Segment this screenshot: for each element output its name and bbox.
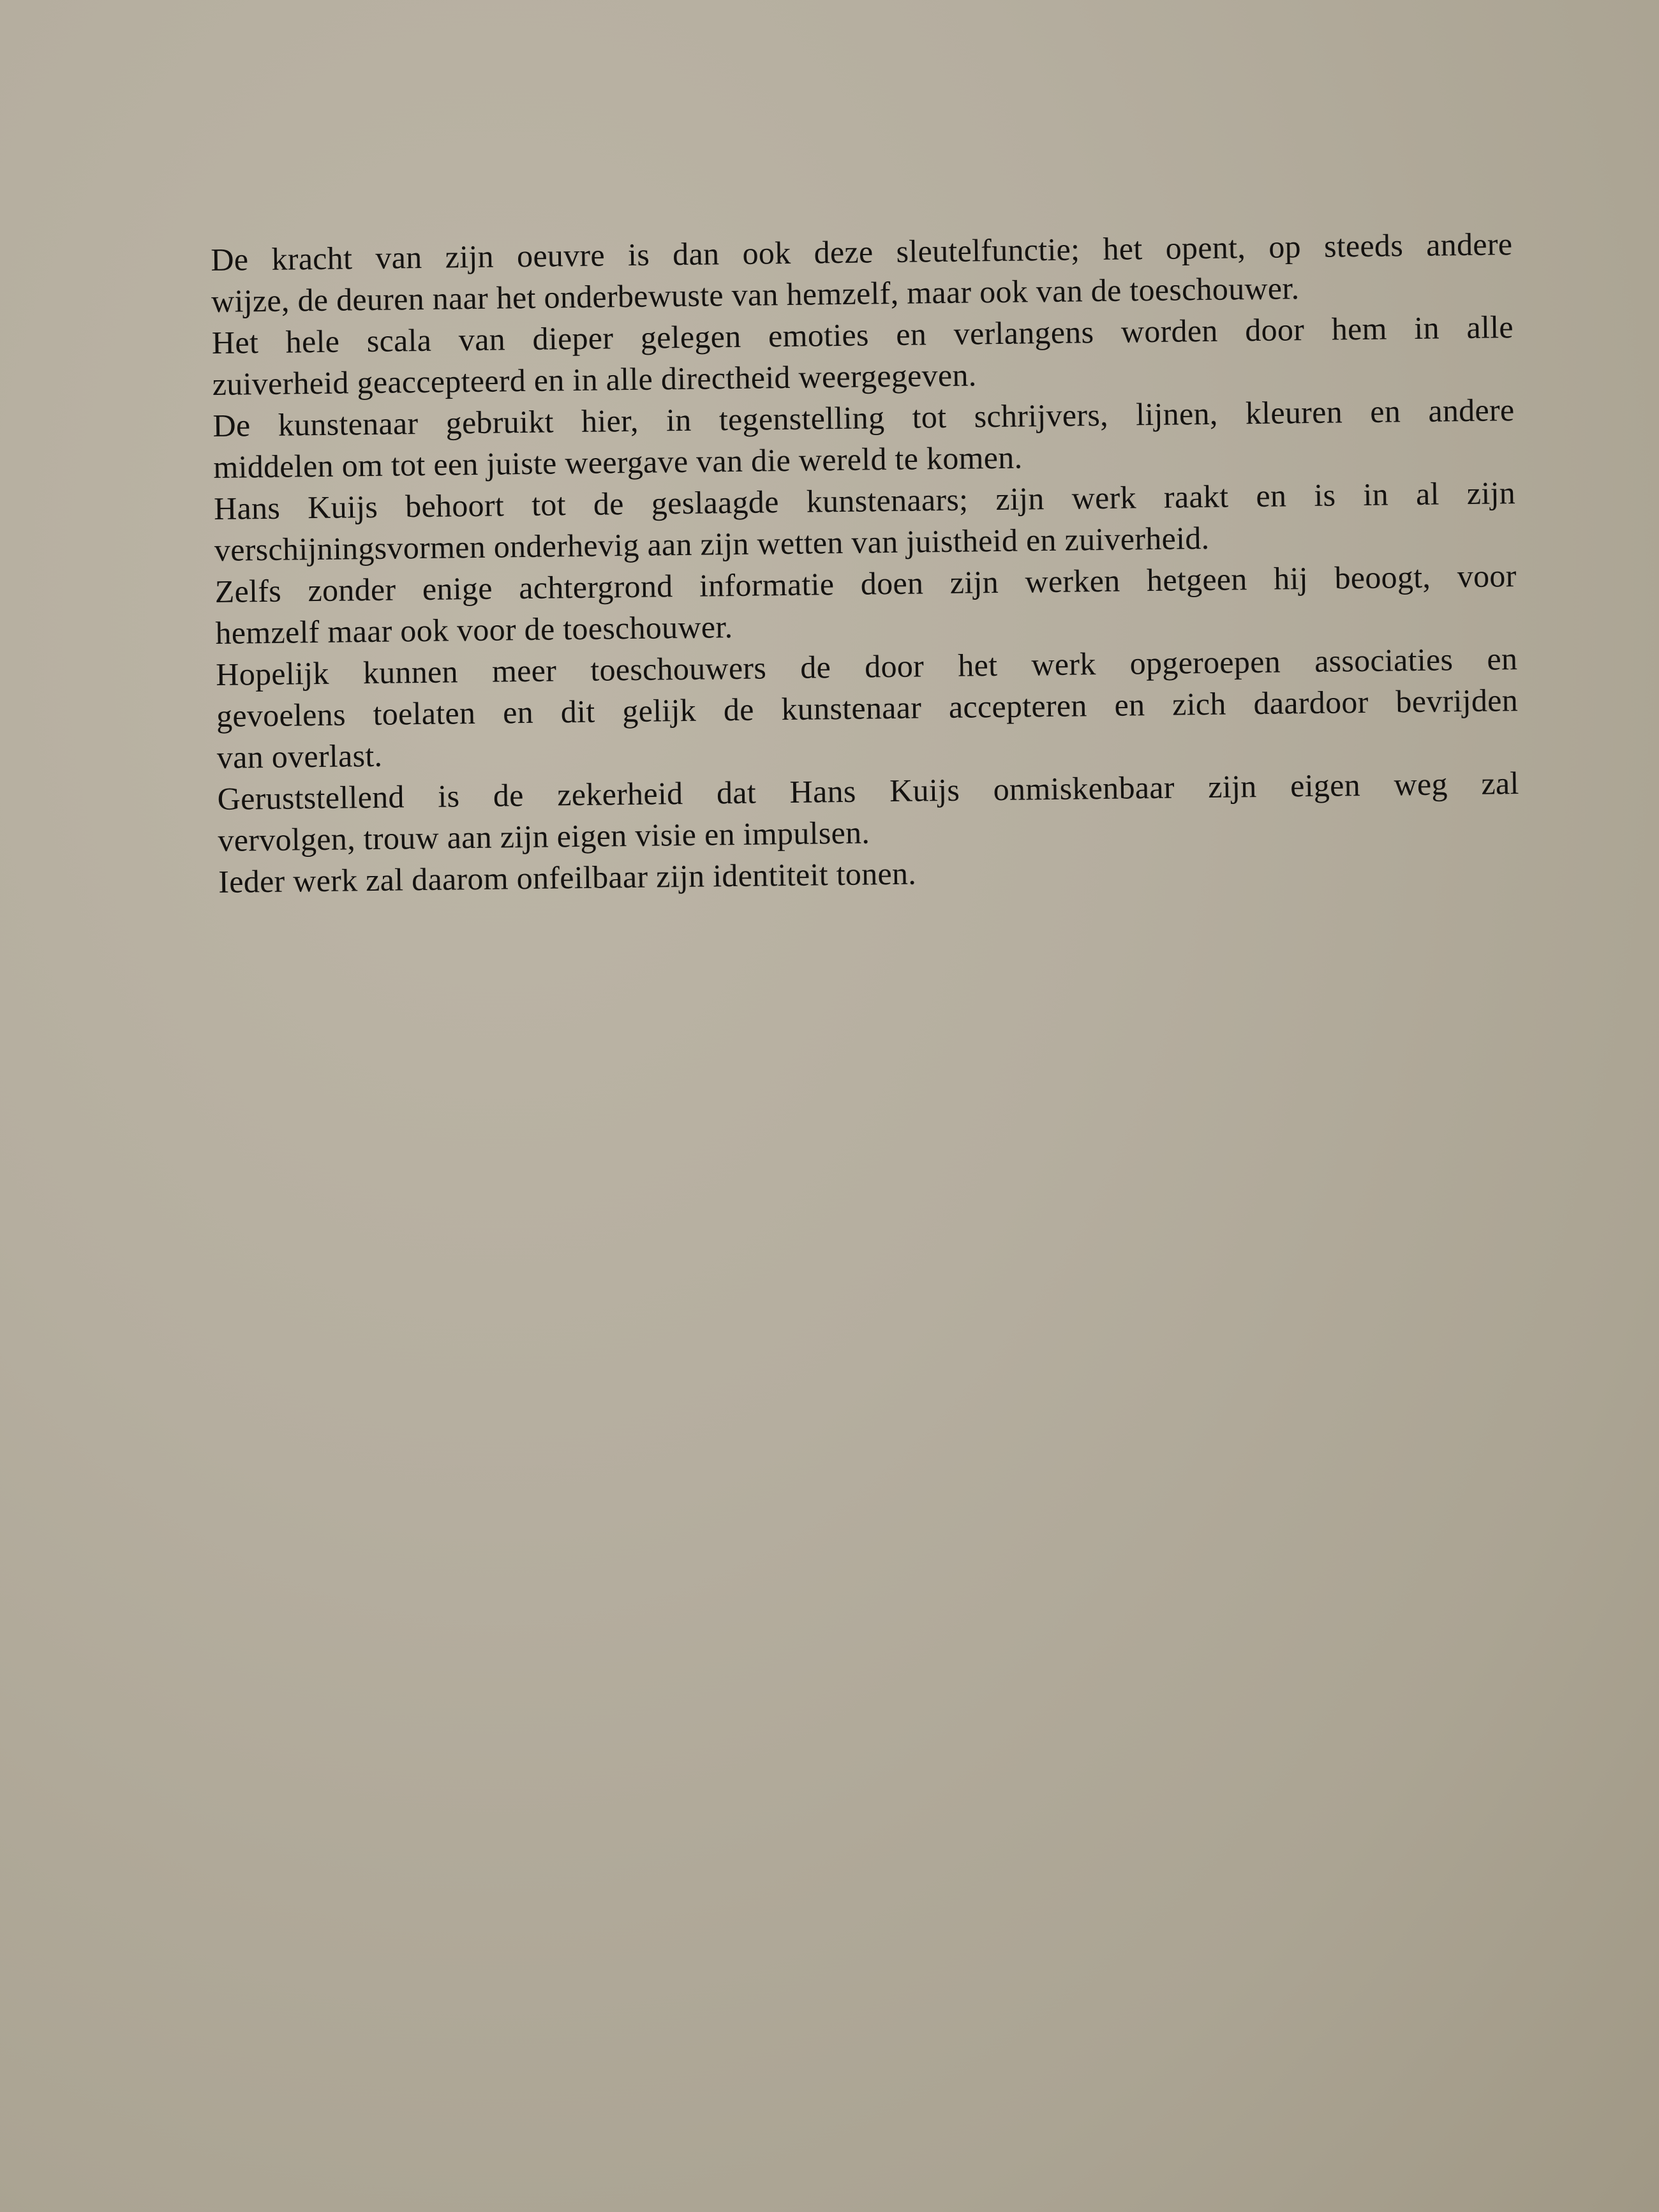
text-line: Hans Kuijs behoort tot de geslaagde kunstenaars; zijn werk raakt en is in al zijn (213, 475, 1516, 526)
text-line: De kracht van zijn oeuvre is dan ook deze sleutelfunctie; het opent, op steeds andere (211, 226, 1513, 278)
text-line: zuiverheid geaccepteerd en in alle directheid weergegeven. (212, 357, 977, 402)
text-line: middelen om tot een juiste weergave van die wereld te komen. (213, 439, 1023, 485)
text-line: Zelfs zonder enige achtergrond informatie doen zijn werken hetgeen hij beoogt, voor (214, 558, 1517, 609)
text-line: hemzelf maar ook voor de toeschouwer. (215, 609, 733, 651)
paragraph-6 (216, 638, 1519, 778)
text-line: Het hele scala van dieper gelegen emoties en verlangens worden door hem in alle (211, 309, 1514, 360)
paragraph-1 (211, 223, 1513, 322)
text-line: van overlast. (216, 737, 383, 775)
text-line: Ieder werk zal daarom onfeilbaar zijn identiteit tonen. (218, 855, 917, 900)
paragraph-4 (214, 472, 1516, 571)
text-line: De kunstenaar gebruikt hier, in tegenstelling tot schrijvers, lijnen, kleuren en andere (212, 392, 1515, 443)
text-line: verschijningsvormen onderhevig aan zijn wetten van juistheid en zuiverheid. (214, 519, 1210, 568)
body-text (211, 223, 1521, 903)
text-line: vervolgen, trouw aan zijn eigen visie en impulsen. (218, 814, 870, 858)
paragraph-7 (217, 762, 1519, 861)
paragraph-3 (212, 389, 1515, 488)
text-line: Hopelijk kunnen meer toeschouwers de door het werk opgeroepen associaties en (215, 641, 1518, 692)
text-line: gevoelens toelaten en dit gelijk de kunstenaar accepteren en zich daardoor bevrijden (216, 682, 1519, 734)
text-line: wijze, de deuren naar het onderbewuste van hemzelf, maar ook van de toeschouwer. (211, 270, 1300, 319)
paragraph-5 (214, 555, 1517, 654)
paragraph-2 (212, 306, 1514, 405)
text-line: Geruststellend is de zekerheid dat Hans Kuijs onmiskenbaar zijn eigen weg zal (217, 765, 1519, 817)
